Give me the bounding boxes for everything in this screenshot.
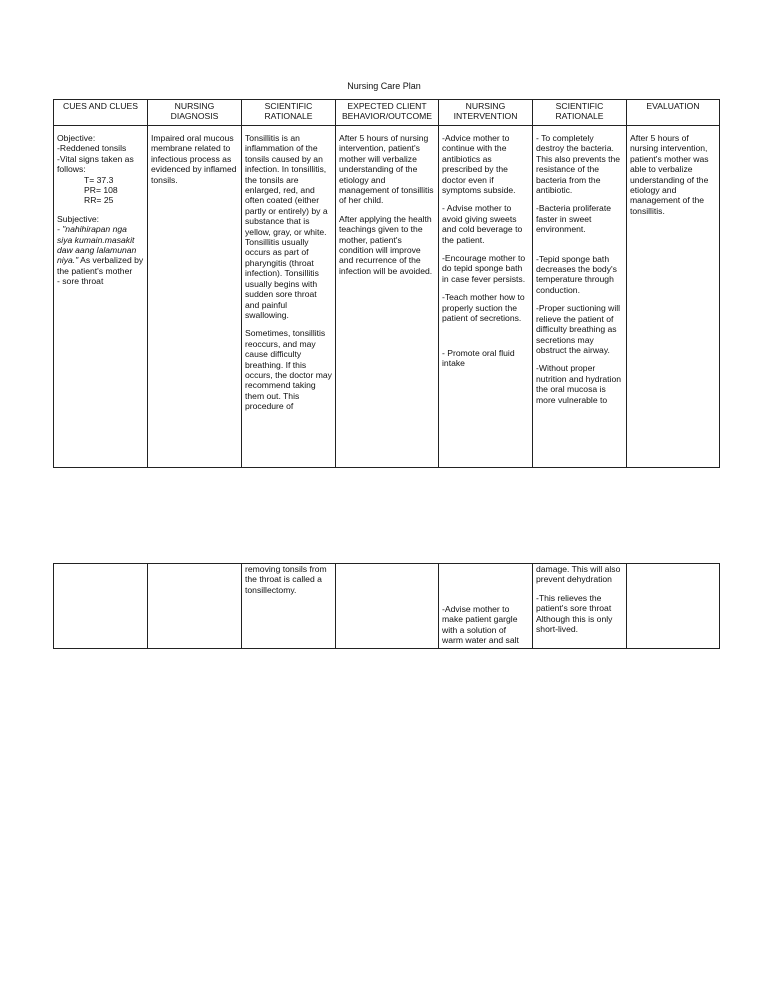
care-plan-table bbox=[53, 99, 720, 468]
expected-cell bbox=[336, 126, 439, 468]
diagnosis-cell: Impaired oral mucous membrane related to infectious process as evidenced by inflamed tonsils. bbox=[148, 126, 242, 468]
care-plan-table-continued bbox=[53, 563, 720, 649]
rationale-item: -This relieves the patient's sore throat Although this is only short-lived. bbox=[536, 592, 613, 635]
subjective-quote bbox=[57, 224, 144, 276]
table-row bbox=[54, 126, 720, 468]
verbalized-text: As verbalized by the patient's mother bbox=[57, 255, 144, 276]
quote-text: - "nahihirapan nga siya kumain.masakit daw aang lalamunan niya." bbox=[57, 224, 137, 266]
intervention-cell bbox=[439, 126, 533, 468]
cues-cell bbox=[54, 126, 148, 468]
objective-label: Objective: bbox=[57, 133, 96, 143]
header-cues: CUES AND CLUES bbox=[54, 100, 148, 126]
rationale-2-cell bbox=[533, 126, 627, 468]
cue-item: -Vital signs taken as follows: bbox=[57, 153, 134, 175]
rationale-item: - To completely destroy the bacteria. This also prevents the resistance of the bacteria from the antibiotic. bbox=[536, 133, 621, 196]
evaluation-cell: After 5 hours of nursing intervention, patient's mother was able to verbalize understanding of the etiology and management of the tonsillitis. bbox=[627, 126, 720, 468]
header-row bbox=[54, 100, 720, 126]
header-evaluation: EVALUATION bbox=[627, 100, 720, 126]
expected-paragraph: After applying the health teachings given to the mother, patient's condition will improve and recurrence of the infection will be avoided. bbox=[339, 213, 433, 276]
expected-cell bbox=[336, 564, 439, 649]
rationale-2-cell bbox=[533, 564, 627, 649]
rationale-item: -Proper suctioning will relieve the patient of difficulty breathing as secretions may obstruct the airway. bbox=[536, 303, 621, 355]
intervention-item: -Teach mother how to properly suction the patient of secretions. bbox=[442, 292, 525, 324]
cue-item: - sore throat bbox=[57, 276, 104, 287]
subjective-label: Subjective: bbox=[57, 213, 100, 224]
header-intervention: NURSING INTERVENTION bbox=[439, 100, 533, 126]
rationale-item: -Bacteria proliferate faster in sweet environment. bbox=[536, 203, 611, 235]
vital-temp: T= 37.3 bbox=[84, 174, 114, 185]
intervention-item: -Advice mother to continue with the antibiotics as prescribed by the doctor even if symptoms subside. bbox=[442, 133, 516, 196]
rationale-paragraph: removing tonsils from the throat is called a tonsillectomy. bbox=[245, 564, 327, 595]
page-title: Nursing Care Plan bbox=[347, 81, 421, 91]
vital-rr: RR= 25 bbox=[84, 195, 114, 206]
header-expected: EXPECTED CLIENT BEHAVIOR/OUTCOME bbox=[336, 100, 439, 126]
header-rationale-2: SCIENTIFIC RATIONALE bbox=[533, 100, 627, 126]
intervention-item: - Advise mother to avoid giving sweets and cold beverage to the patient. bbox=[442, 203, 523, 245]
rationale-item: damage. This will also prevent dehydration bbox=[536, 564, 621, 585]
vital-pr: PR= 108 bbox=[84, 185, 118, 196]
cue-item: -Reddened tonsils bbox=[57, 143, 127, 154]
intervention-item: -Encourage mother to do tepid sponge bath in case fever persists. bbox=[442, 253, 526, 284]
rationale-item: -Tepid sponge bath decreases the body's temperature through conduction. bbox=[536, 253, 617, 295]
header-diagnosis: NURSING DIAGNOSIS bbox=[148, 100, 242, 126]
intervention-item: -Advise mother to make patient gargle with a solution of warm water and salt bbox=[442, 604, 519, 646]
table-row bbox=[54, 564, 720, 649]
intervention-item: - Promote oral fluid intake bbox=[442, 347, 515, 368]
rationale-item: -Without proper nutrition and hydration the oral mucosa is more vulnerable to bbox=[536, 363, 622, 405]
rationale-cell bbox=[242, 126, 336, 468]
header-rationale: SCIENTIFIC RATIONALE bbox=[242, 100, 336, 126]
rationale-cell bbox=[242, 564, 336, 649]
intervention-cell bbox=[439, 564, 533, 649]
expected-paragraph: After 5 hours of nursing intervention, patient's mother will verbalize understanding of the etiology and management of tonsillitis of her child. bbox=[339, 133, 434, 206]
evaluation-cell bbox=[627, 564, 720, 649]
rationale-paragraph: Sometimes, tonsillitis reoccurs, and may cause difficulty breathing. If this occurs, the doctor may recommend taking them out. This procedure of bbox=[245, 328, 332, 412]
cues-cell bbox=[54, 564, 148, 649]
diagnosis-cell bbox=[148, 564, 242, 649]
rationale-paragraph: Tonsillitis is an inflammation of the tonsils caused by an infection. In tonsillitis, the tonsils are enlarged, red, and often coated (either partly or entirely) by a substance that is yellow, gray, or white. Tonsillitis usually occurs as part of pharyngitis (throat infection). Tonsillitis usually begins with sudden sore throat and painful swallowing. bbox=[245, 133, 328, 320]
